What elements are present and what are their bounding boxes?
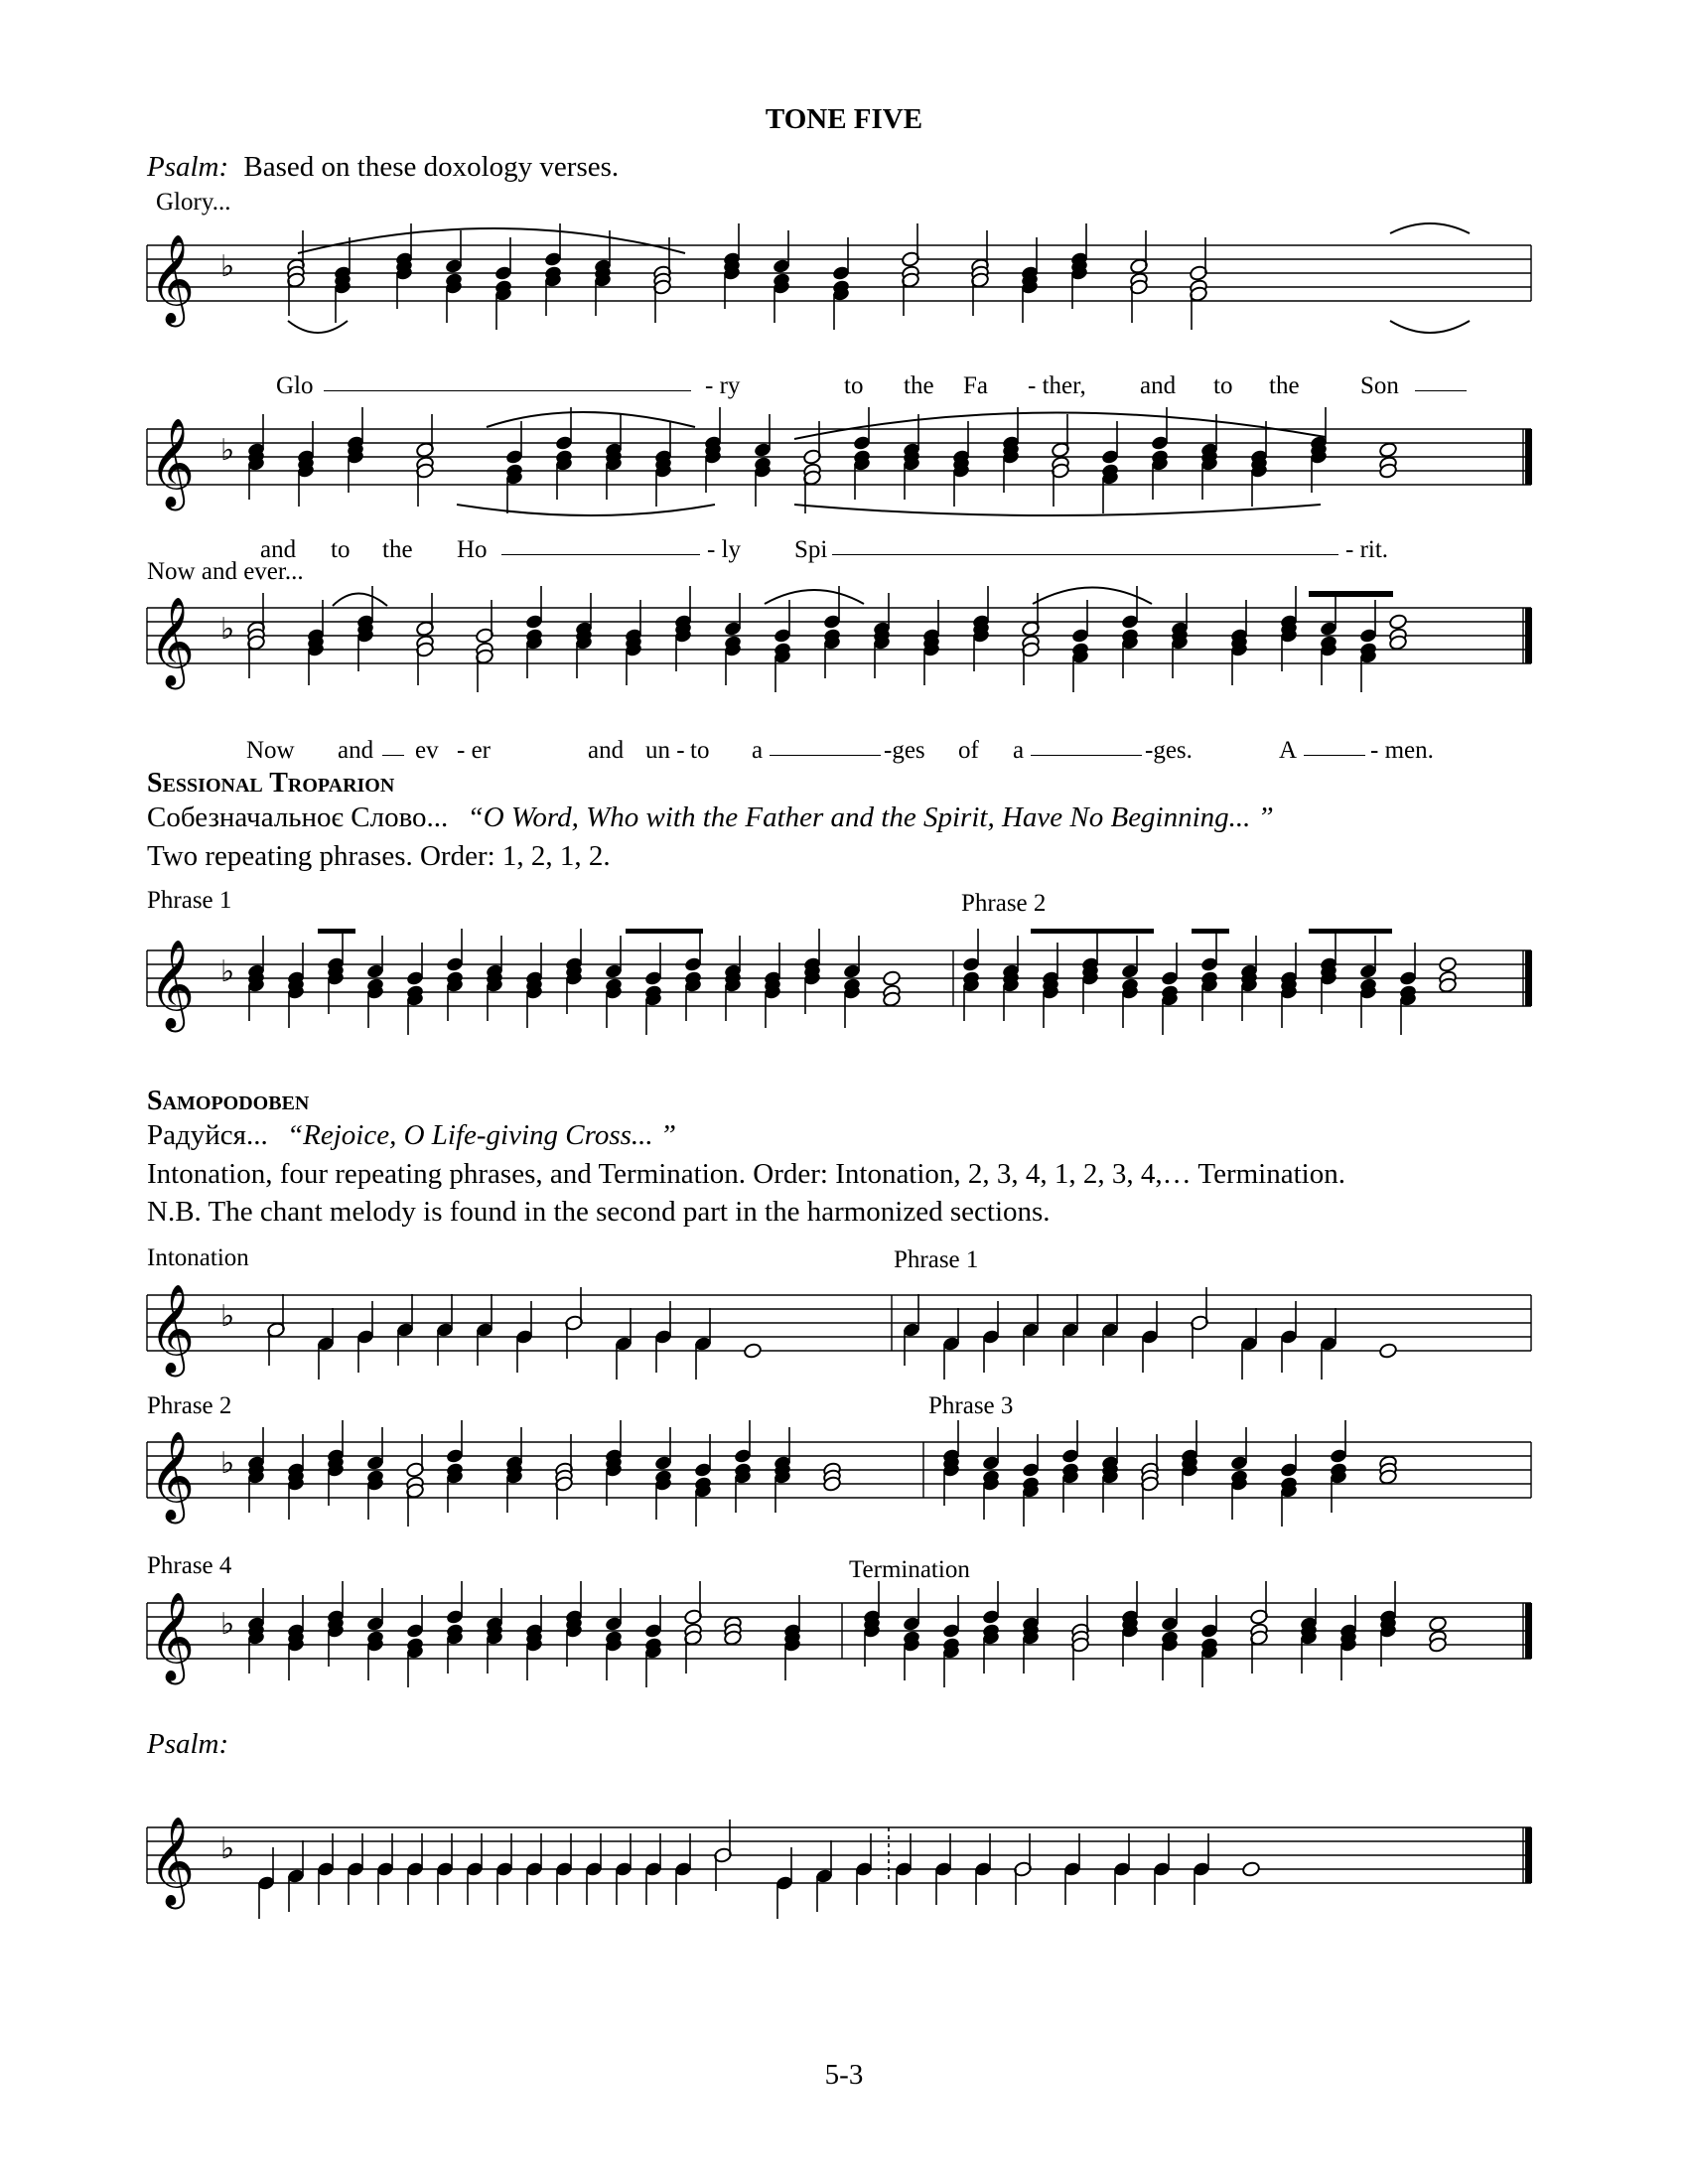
note-head bbox=[1388, 614, 1407, 631]
page-number: 5-3 bbox=[824, 2059, 864, 2091]
samopodoben-note: N.B. The chant melody is found in the second part in the harmonized sections. bbox=[147, 1196, 1051, 1228]
lyric: to bbox=[690, 737, 710, 764]
lyric: Fa bbox=[963, 372, 988, 399]
psalm-label: Psalm: bbox=[147, 151, 229, 183]
note-head bbox=[1378, 1343, 1397, 1360]
samopodoben-phrase-2-label: Phrase 2 bbox=[147, 1392, 232, 1419]
lyric: Ho bbox=[457, 536, 488, 563]
termination-label: Termination bbox=[849, 1556, 970, 1583]
phrase-1-label: Phrase 1 bbox=[147, 887, 232, 914]
samopodoben-phrase-3-label: Phrase 3 bbox=[928, 1392, 1014, 1419]
staff-doxology-1 bbox=[0, 214, 1688, 363]
staff-samopodoben-2 bbox=[0, 1410, 1688, 1549]
extender-line bbox=[832, 554, 1338, 555]
svg-text:♭: ♭ bbox=[220, 1299, 235, 1334]
svg-text:𝄞: 𝄞 bbox=[149, 1817, 196, 1906]
staff-sessional-troparion bbox=[0, 919, 1688, 1068]
lyric: Glo bbox=[276, 372, 314, 399]
now-and-ever-label: Now and ever... bbox=[147, 558, 304, 585]
lyric: of bbox=[958, 737, 979, 764]
lyric: to bbox=[844, 372, 864, 399]
lyric: -ges. bbox=[1145, 737, 1193, 764]
samopodoben-title bbox=[147, 1119, 676, 1152]
lyric: - ly bbox=[707, 536, 742, 563]
svg-text:𝄞: 𝄞 bbox=[149, 1431, 196, 1521]
svg-text:♭: ♭ bbox=[220, 1831, 235, 1866]
samopodoben-heading: Samopodoben bbox=[147, 1086, 310, 1116]
lyric: Spi bbox=[794, 536, 828, 563]
svg-text:𝄞: 𝄞 bbox=[149, 940, 196, 1029]
svg-text:𝄞: 𝄞 bbox=[149, 597, 196, 686]
lyric: the bbox=[904, 372, 934, 399]
staff-samopodoben-3 bbox=[0, 1571, 1688, 1710]
samopodoben-phrase-4-label: Phrase 4 bbox=[147, 1552, 232, 1579]
lyric: - ther, bbox=[1028, 372, 1086, 399]
extender-line bbox=[1415, 390, 1467, 391]
lyric: and bbox=[338, 737, 374, 764]
staff-doxology-2 bbox=[0, 397, 1688, 546]
lyric: -ges bbox=[884, 737, 925, 764]
lyric: A bbox=[1279, 737, 1298, 764]
note-head bbox=[743, 1343, 762, 1360]
lyric: ev bbox=[415, 737, 439, 764]
extender-line bbox=[1031, 755, 1142, 756]
lyric: the bbox=[382, 536, 413, 563]
lyric: to bbox=[1213, 372, 1233, 399]
psalm-intro bbox=[147, 151, 619, 184]
slavonic-incipit: Радуйся... bbox=[147, 1119, 268, 1151]
extender-line bbox=[382, 755, 404, 756]
lyric: to bbox=[331, 536, 351, 563]
psalm-bottom-label: Psalm: bbox=[147, 1728, 229, 1760]
svg-text:𝄞: 𝄞 bbox=[149, 1592, 196, 1681]
english-incipit: “Rejoice, O Life-giving Cross... ” bbox=[287, 1119, 677, 1151]
samopodoben-instructions: Intonation, four repeating phrases, and Termination. Order: Intonation, 2, 3, 4, 1, 2, 3, 4,… Termination. bbox=[147, 1158, 1345, 1190]
lyric: Son bbox=[1360, 372, 1399, 399]
note-head bbox=[1241, 1861, 1260, 1878]
svg-text:♭: ♭ bbox=[220, 1446, 235, 1481]
intonation-label: Intonation bbox=[147, 1244, 249, 1271]
extender-line bbox=[1304, 755, 1365, 756]
phrase-2-label: Phrase 2 bbox=[961, 890, 1047, 917]
lyric: - ry bbox=[705, 372, 741, 399]
svg-text:♭: ♭ bbox=[220, 249, 235, 284]
note-head bbox=[1378, 442, 1397, 459]
sessional-troparion-heading: Sessional Troparion bbox=[147, 768, 395, 799]
svg-text:♭: ♭ bbox=[220, 1607, 235, 1642]
lyric: a bbox=[1013, 737, 1025, 764]
staff-psalm bbox=[0, 1796, 1688, 1935]
extender-line bbox=[324, 390, 691, 391]
lyric: and bbox=[260, 536, 297, 563]
lyric: - men. bbox=[1370, 737, 1434, 764]
lyric: and bbox=[588, 737, 625, 764]
extender-line bbox=[501, 554, 700, 555]
note-head bbox=[1438, 956, 1457, 973]
lyric: un - bbox=[645, 737, 685, 764]
lyric: - rit. bbox=[1345, 536, 1389, 563]
svg-text:𝄞: 𝄞 bbox=[149, 1284, 196, 1374]
note-head bbox=[882, 970, 901, 987]
page-title: TONE FIVE bbox=[765, 103, 923, 135]
lyric: the bbox=[1269, 372, 1300, 399]
extender-line bbox=[770, 755, 881, 756]
lyric: and bbox=[1140, 372, 1177, 399]
svg-text:𝄞: 𝄞 bbox=[149, 234, 196, 324]
sessional-troparion-title bbox=[147, 801, 1274, 834]
lyric: Now bbox=[246, 737, 295, 764]
lyric: - er bbox=[457, 737, 491, 764]
english-incipit: “O Word, Who with the Father and the Spirit, Have No Beginning... ” bbox=[467, 801, 1274, 833]
glory-label: Glory... bbox=[156, 189, 231, 216]
svg-text:𝄞: 𝄞 bbox=[149, 418, 196, 508]
svg-text:♭: ♭ bbox=[220, 954, 235, 989]
samopodoben-phrase-1-label: Phrase 1 bbox=[894, 1246, 979, 1273]
slavonic-incipit: Собезначальноє Слово... bbox=[147, 801, 449, 833]
svg-text:♭: ♭ bbox=[220, 433, 235, 468]
staff-doxology-3 bbox=[0, 576, 1688, 725]
note-head bbox=[1428, 1616, 1447, 1633]
staff-samopodoben-1 bbox=[0, 1263, 1688, 1402]
psalm-intro-text: Based on these doxology verses. bbox=[243, 151, 620, 183]
sessional-troparion-instructions: Two repeating phrases. Order: 1, 2, 1, 2. bbox=[147, 840, 611, 872]
lyric: a bbox=[752, 737, 764, 764]
svg-text:♭: ♭ bbox=[220, 612, 235, 647]
